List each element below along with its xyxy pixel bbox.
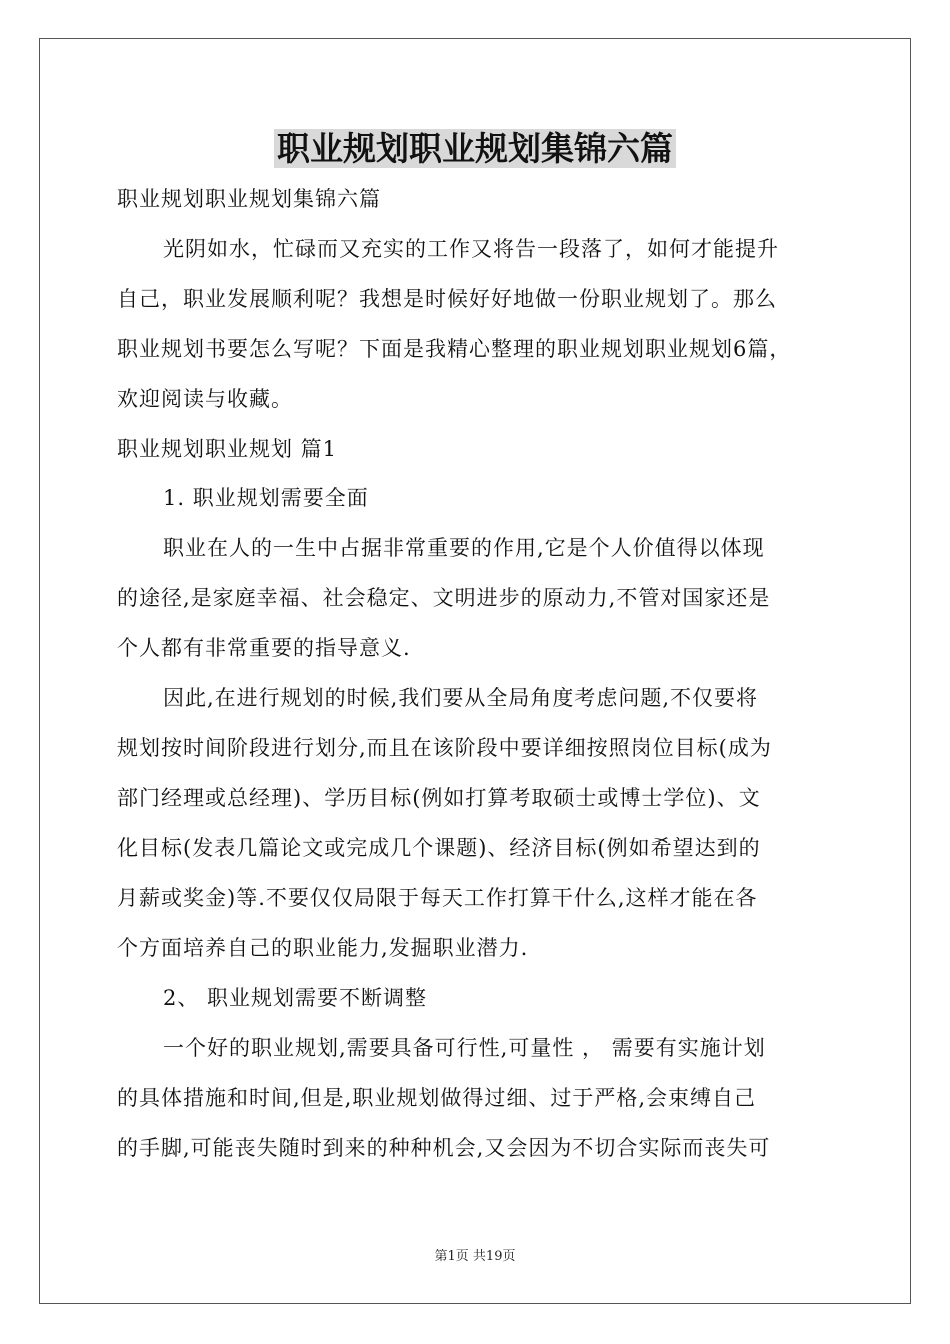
paragraph-line: 一个好的职业规划,需要具备可行性,可量性 ， 需要有实施计划 bbox=[163, 1036, 766, 1060]
paragraph-line: 自己，职业发展顺利呢？我想是时候好好地做一份职业规划了。那么 bbox=[117, 287, 777, 311]
subsection-heading: 2、 职业规划需要不断调整 bbox=[163, 986, 428, 1010]
paragraph-line: 部门经理或总经理)、学历目标(例如打算考取硕士或博士学位)、文 bbox=[117, 786, 761, 810]
document-title bbox=[0, 126, 950, 172]
paragraph-line: 光阴如水，忙碌而又充实的工作又将告一段落了，如何才能提升 bbox=[163, 237, 779, 261]
paragraph-line: 职业在人的一生中占据非常重要的作用,它是个人价值得以体现 bbox=[163, 536, 765, 560]
page-border bbox=[39, 38, 911, 1304]
paragraph-line: 的手脚,可能丧失随时到来的种种机会,又会因为不切合实际而丧失可 bbox=[117, 1136, 771, 1160]
paragraph-line: 月薪或奖金)等.不要仅仅局限于每天工作打算干什么,这样才能在各 bbox=[117, 886, 758, 910]
paragraph-line: 规划按时间阶段进行划分,而且在该阶段中要详细按照岗位目标(成为 bbox=[117, 736, 772, 760]
paragraph-line: 的具体措施和时间,但是,职业规划做得过细、过于严格,会束缚自己 bbox=[117, 1086, 757, 1110]
paragraph-line: 欢迎阅读与收藏。 bbox=[117, 387, 293, 411]
document-subtitle: 职业规划职业规划集锦六篇 bbox=[117, 187, 381, 211]
subsection-heading: 1. 职业规划需要全面 bbox=[163, 486, 369, 510]
paragraph-line: 个方面培养自己的职业能力,发掘职业潜力. bbox=[117, 936, 529, 960]
paragraph-line: 因此,在进行规划的时候,我们要从全局角度考虑问题,不仅要将 bbox=[163, 686, 759, 710]
paragraph-line: 职业规划书要怎么写呢？下面是我精心整理的职业规划职业规划6篇， bbox=[117, 337, 792, 361]
section-heading: 职业规划职业规划 篇1 bbox=[117, 437, 338, 461]
paragraph-line: 个人都有非常重要的指导意义. bbox=[117, 636, 411, 660]
page-number-footer: 第1页 共19页 bbox=[434, 1249, 516, 1264]
document-title-text: 职业规划职业规划集锦六篇 bbox=[274, 129, 676, 168]
paragraph-line: 化目标(发表几篇论文或完成几个课题)、经济目标(例如希望达到的 bbox=[117, 836, 761, 860]
paragraph-line: 的途径,是家庭幸福、社会稳定、文明进步的原动力,不管对国家还是 bbox=[117, 586, 771, 610]
